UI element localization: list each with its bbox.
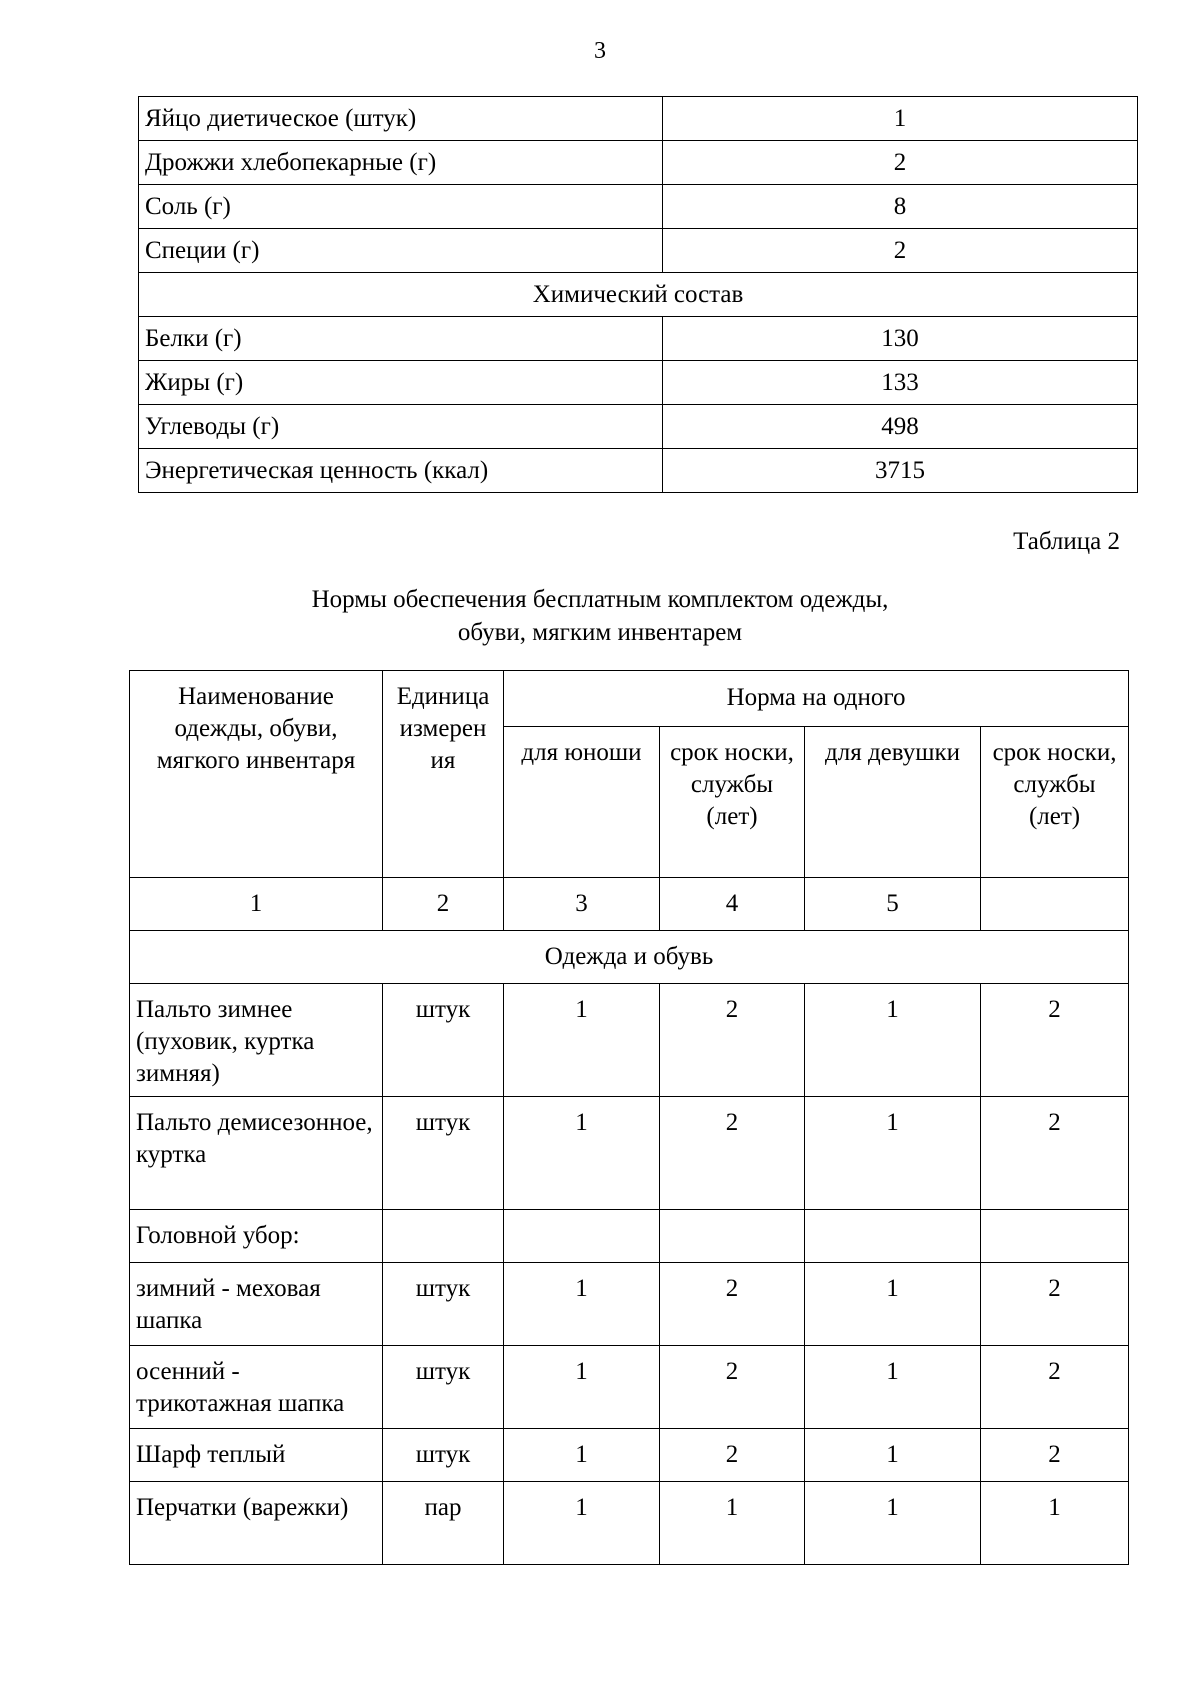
row-value: 2 — [663, 229, 1138, 273]
row-label: Углеводы (г) — [139, 405, 663, 449]
row-label: Белки (г) — [139, 317, 663, 361]
row-label: Жиры (г) — [139, 361, 663, 405]
item-unit: штук — [383, 1097, 504, 1210]
header-unit: Единица измерен ия — [383, 671, 504, 878]
item-unit: пар — [383, 1482, 504, 1565]
section-row — [130, 931, 1129, 984]
table-row — [130, 1429, 1129, 1482]
item-name: Пальто зимнее (пуховик, куртка зимняя) — [130, 984, 383, 1097]
item-name: Перчатки (варежки) — [130, 1482, 383, 1565]
table-row — [130, 984, 1129, 1097]
item-name: Шарф теплый — [130, 1429, 383, 1482]
item-name: Пальто демисезонное, куртка — [130, 1097, 383, 1210]
header-row — [130, 671, 1129, 727]
item-unit: штук — [383, 984, 504, 1097]
column-numbers-row — [130, 878, 1129, 931]
row-value: 3715 — [663, 449, 1138, 493]
table-row — [139, 141, 1138, 185]
item-girls: 1 — [805, 1429, 981, 1482]
composition-table — [138, 96, 1138, 493]
row-label: Энергетическая ценность (ккал) — [139, 449, 663, 493]
row-value: 1 — [663, 97, 1138, 141]
item-boys: 1 — [504, 984, 660, 1097]
table-row — [139, 229, 1138, 273]
column-number: 3 — [504, 878, 660, 931]
table-title-line: обуви, мягким инвентарем — [457, 619, 743, 646]
row-value: 133 — [663, 361, 1138, 405]
header-norm: Норма на одного — [504, 671, 1129, 727]
table-row — [139, 317, 1138, 361]
header-boys: для юноши — [504, 726, 660, 877]
table-row — [139, 405, 1138, 449]
item-boys-term — [660, 1210, 805, 1263]
page-number: 3 — [594, 38, 606, 64]
item-girls — [805, 1210, 981, 1263]
item-girls: 1 — [805, 1346, 981, 1429]
row-label: Соль (г) — [139, 185, 663, 229]
table-row — [130, 1097, 1129, 1210]
clothing-norms-table — [129, 670, 1129, 1565]
row-value: 2 — [663, 141, 1138, 185]
item-boys: 1 — [504, 1097, 660, 1210]
item-boys — [504, 1210, 660, 1263]
table-row — [130, 1263, 1129, 1346]
table-row — [139, 97, 1138, 141]
item-boys-term: 2 — [660, 1263, 805, 1346]
column-number: 1 — [130, 878, 383, 931]
item-boys-term: 1 — [660, 1482, 805, 1565]
table-title-line: Нормы обеспечения бесплатным комплектом одежды, — [311, 586, 889, 613]
item-boys-term: 2 — [660, 1097, 805, 1210]
table-row — [130, 1210, 1129, 1263]
item-girls: 1 — [805, 984, 981, 1097]
row-label: Специи (г) — [139, 229, 663, 273]
item-unit: штук — [383, 1263, 504, 1346]
column-number: 2 — [383, 878, 504, 931]
item-girls-term: 2 — [981, 1097, 1129, 1210]
item-boys: 1 — [504, 1429, 660, 1482]
header-girls-term: срок носки, службы (лет) — [981, 726, 1129, 877]
column-number: 4 — [660, 878, 805, 931]
item-girls-term: 2 — [981, 1263, 1129, 1346]
item-girls: 1 — [805, 1097, 981, 1210]
row-value: 498 — [663, 405, 1138, 449]
item-girls-term — [981, 1210, 1129, 1263]
item-name: осенний - трикотажная шапка — [130, 1346, 383, 1429]
section-title: Химический состав — [139, 273, 1138, 317]
row-label: Дрожжи хлебопекарные (г) — [139, 141, 663, 185]
item-girls-term: 2 — [981, 1429, 1129, 1482]
item-boys: 1 — [504, 1263, 660, 1346]
item-name: зимний - меховая шапка — [130, 1263, 383, 1346]
item-boys: 1 — [504, 1346, 660, 1429]
item-boys-term: 2 — [660, 984, 805, 1097]
header-name: Наименование одежды, обуви, мягкого инвентаря — [130, 671, 383, 878]
item-boys-term: 2 — [660, 1429, 805, 1482]
item-girls-term: 1 — [981, 1482, 1129, 1565]
item-girls-term: 2 — [981, 1346, 1129, 1429]
table-row — [130, 1482, 1129, 1565]
table-row — [139, 449, 1138, 493]
table-row — [139, 361, 1138, 405]
row-label: Яйцо диетическое (штук) — [139, 97, 663, 141]
item-girls: 1 — [805, 1263, 981, 1346]
item-unit — [383, 1210, 504, 1263]
column-number: 5 — [805, 878, 981, 931]
section-title: Одежда и обувь — [130, 931, 1129, 984]
table-row — [139, 185, 1138, 229]
item-girls-term: 2 — [981, 984, 1129, 1097]
item-unit: штук — [383, 1429, 504, 1482]
table-label: Таблица 2 — [1013, 528, 1120, 555]
table-row — [130, 1346, 1129, 1429]
header-boys-term: срок носки, службы (лет) — [660, 726, 805, 877]
section-row — [139, 273, 1138, 317]
item-girls: 1 — [805, 1482, 981, 1565]
item-name: Головной убор: — [130, 1210, 383, 1263]
item-boys-term: 2 — [660, 1346, 805, 1429]
item-unit: штук — [383, 1346, 504, 1429]
header-girls: для девушки — [805, 726, 981, 877]
row-value: 8 — [663, 185, 1138, 229]
item-boys: 1 — [504, 1482, 660, 1565]
row-value: 130 — [663, 317, 1138, 361]
table-title — [0, 583, 1200, 649]
column-number — [981, 878, 1129, 931]
